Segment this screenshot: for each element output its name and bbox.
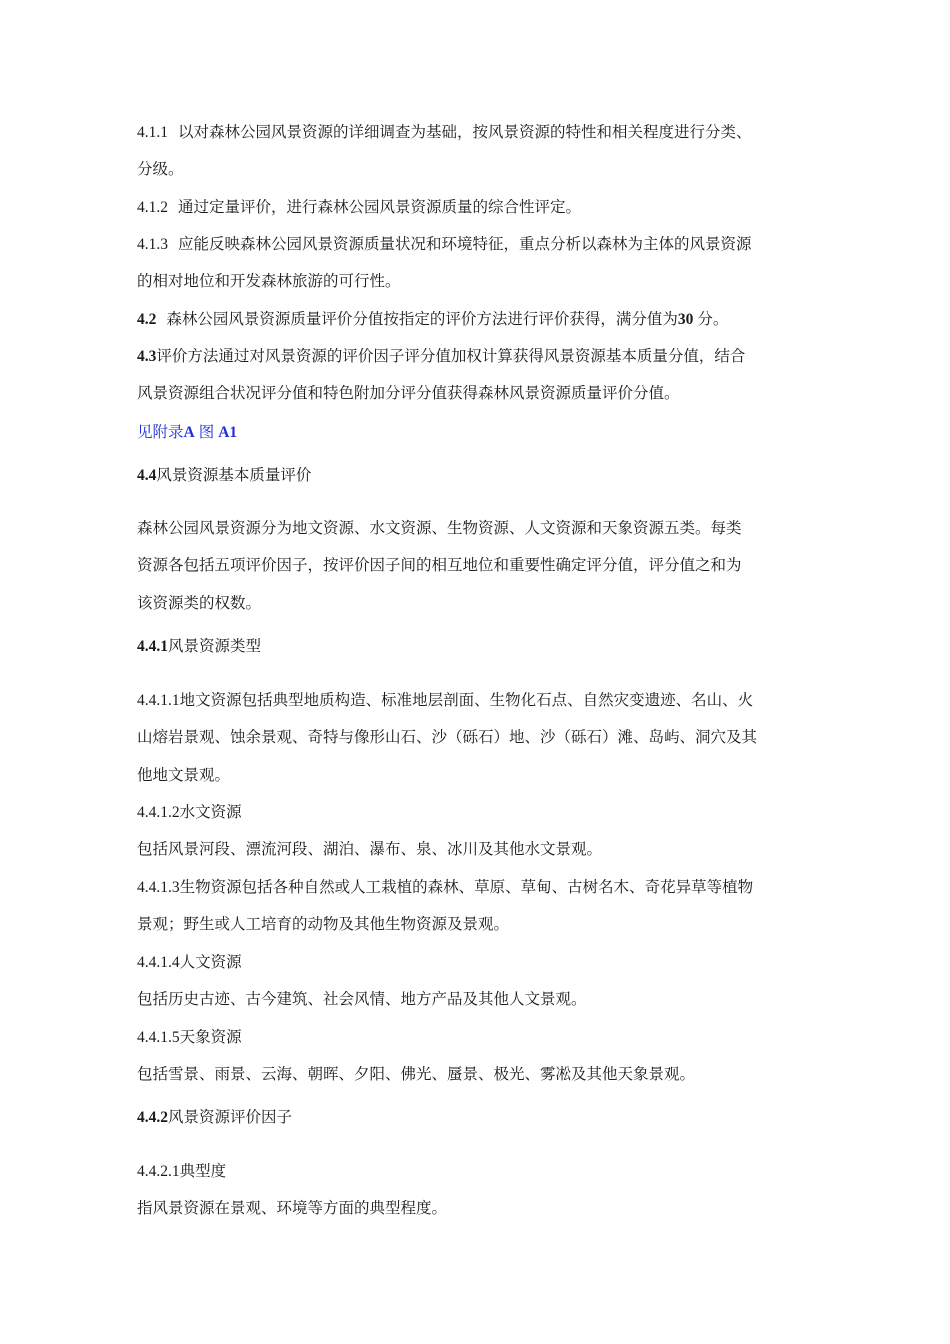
heading-number: 4.4.1.2 <box>137 804 180 821</box>
clause-4-4-1-5-text: 包括雪景、雨景、云海、朝晖、夕阳、佛光、蜃景、极光、雾凇及其他天象景观。 <box>137 1065 696 1083</box>
heading-text: 典型度 <box>179 1162 227 1180</box>
heading-number: 4.4.1.5 <box>137 1029 180 1046</box>
clause-4-2 <box>137 308 728 331</box>
paragraph-4-4-line-2: 资源各包括五项评价因子，按评价因子间的相互地位和重要性确定评分值，评分值之和为 <box>137 556 742 574</box>
clause-text: 应能反映森林公园风景资源质量状况和环境特征，重点分析以森林为主体的风景资源 <box>178 235 752 253</box>
clause-number: 4.1.1 <box>137 124 168 141</box>
heading-4-4-1 <box>137 635 261 658</box>
clause-4-1-2 <box>137 196 581 219</box>
heading-4-4-1-4 <box>137 951 242 974</box>
heading-number: 4.4 <box>137 467 157 484</box>
clause-4-4-1-1-line-3: 他地文景观。 <box>137 766 231 784</box>
clause-text: 通过定量评价，进行森林公园风景资源质量的综合性评定。 <box>178 198 582 216</box>
heading-number: 4.4.2.1 <box>137 1163 180 1180</box>
clause-4-4-2-1-text: 指风景资源在景观、环境等方面的典型程度。 <box>137 1199 448 1217</box>
clause-number: 4.1.2 <box>137 199 168 216</box>
clause-4-3-line-1 <box>137 345 745 368</box>
clause-text: 地文资源包括典型地质构造、标准地层剖面、生物化石点、自然灾变遗迹、名山、火 <box>179 691 754 709</box>
heading-4-4-1-2 <box>137 801 242 824</box>
heading-text: 天象资源 <box>179 1028 242 1046</box>
clause-number: 4.2 <box>137 311 157 328</box>
clause-4-4-1-4-text: 包括历史古迹、古今建筑、社会风情、地方产品及其他人文景观。 <box>137 990 587 1008</box>
paragraph-4-4-line-1: 森林公园风景资源分为地文资源、水文资源、生物资源、人文资源和天象资源五类。每类 <box>137 519 742 537</box>
figure-number: A1 <box>218 424 238 441</box>
heading-text: 风景资源评价因子 <box>168 1108 293 1126</box>
heading-4-4-2 <box>137 1106 292 1129</box>
clause-number: 4.4.1.1 <box>137 692 180 709</box>
clause-4-4-1-3-line-1 <box>137 876 753 899</box>
clause-4-4-1-3-line-2: 景观；野生或人工培育的动物及其他生物资源及景观。 <box>137 915 510 933</box>
appendix-text: 见附录 <box>137 423 184 441</box>
clause-text-end: 分。 <box>697 310 729 328</box>
appendix-letter: A <box>183 424 195 441</box>
clause-text: 森林公园风景资源质量评价分值按指定的评价方法进行评价获得，满分值为 <box>166 310 678 328</box>
paragraph-4-4-line-3: 该资源类的权数。 <box>137 594 262 612</box>
clause-text: 以对森林公园风景资源的详细调查为基础，按风景资源的特性和相关程度进行分类、 <box>178 123 752 141</box>
clause-4-1-3-line-1 <box>137 233 752 256</box>
clause-4-1-1-line-1 <box>137 121 752 144</box>
heading-text: 风景资源基本质量评价 <box>156 466 312 484</box>
appendix-reference-link[interactable] <box>137 421 237 444</box>
clause-4-4-1-1-line-1 <box>137 689 753 712</box>
heading-4-4-1-5 <box>137 1026 242 1049</box>
clause-number: 4.3 <box>137 348 157 365</box>
clause-4-1-1-line-2: 分级。 <box>137 160 184 178</box>
clause-4-1-3-line-2: 的相对地位和开发森林旅游的可行性。 <box>137 272 401 290</box>
heading-text: 水文资源 <box>179 803 242 821</box>
heading-text: 风景资源类型 <box>168 637 262 655</box>
full-score-value: 30 <box>677 311 694 328</box>
heading-number: 4.4.1 <box>137 638 168 655</box>
clause-4-3-line-2: 风景资源组合状况评分值和特色附加分评分值获得森林风景资源质量评价分值。 <box>137 384 680 402</box>
clause-4-4-1-1-line-2: 山熔岩景观、蚀余景观、奇特与像形山石、沙（砾石）地、沙（砾石）滩、岛屿、洞穴及其 <box>137 728 758 746</box>
clause-text: 生物资源包括各种自然或人工栽植的森林、草原、草甸、古树名木、奇花异草等植物 <box>179 878 754 896</box>
heading-number: 4.4.1.4 <box>137 954 180 971</box>
clause-number: 4.4.1.3 <box>137 879 180 896</box>
clause-number: 4.1.3 <box>137 236 168 253</box>
heading-number: 4.4.2 <box>137 1109 168 1126</box>
figure-text: 图 <box>198 423 215 441</box>
heading-text: 人文资源 <box>179 953 242 971</box>
clause-text: 评价方法通过对风景资源的评价因子评分值加权计算获得风景资源基本质量分值，结合 <box>156 347 746 365</box>
clause-4-4-1-2-text: 包括风景河段、漂流河段、湖泊、瀑布、泉、冰川及其他水文景观。 <box>137 840 603 858</box>
heading-4-4 <box>137 464 311 487</box>
heading-4-4-2-1 <box>137 1160 226 1183</box>
